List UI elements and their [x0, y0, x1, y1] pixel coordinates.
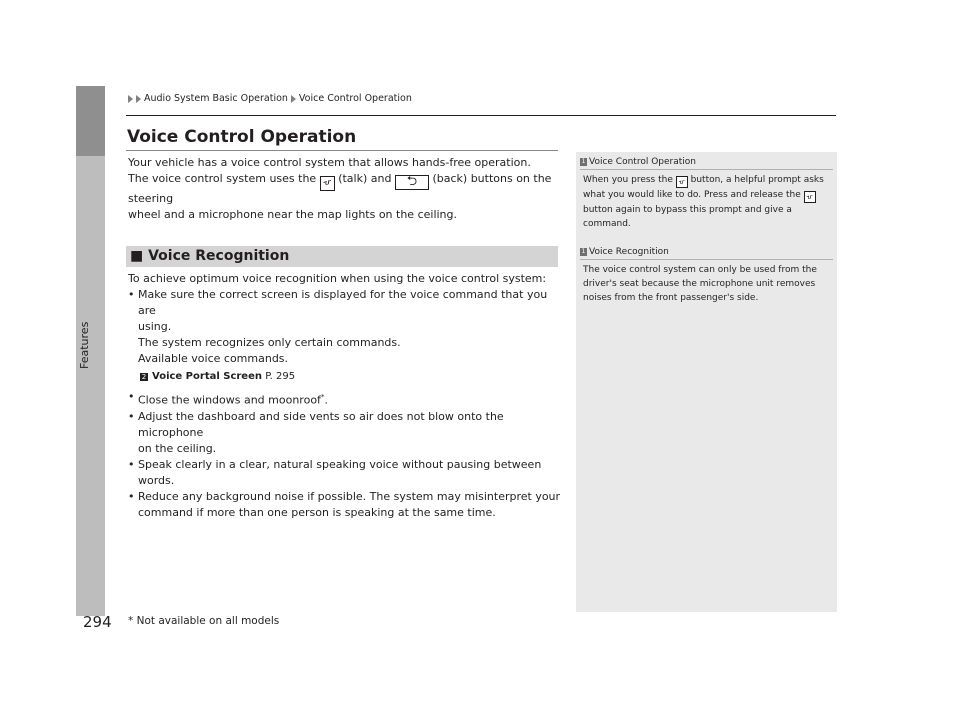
cross-reference[interactable] [140, 369, 568, 385]
note-heading [580, 157, 696, 167]
bullet-text: command if more than one person is speaking at the same time. [138, 505, 496, 519]
intro-text: (talk) and [338, 172, 392, 185]
note-line: command. [583, 219, 631, 229]
bullet-text: Make sure the correct screen is displayed for the voice command that you are [138, 288, 548, 317]
page-number: 294 [83, 613, 112, 631]
breadcrumb-arrow-icon [128, 95, 133, 103]
intro-text: The voice control system uses the [128, 172, 317, 185]
note-text: button, a helpful prompt asks [690, 175, 824, 185]
note-text: what you would like to do. Press and release the [583, 190, 801, 200]
bullet-text: Adjust the dashboard and side vents so air does not blow onto the microphone [138, 409, 504, 439]
intro-line [128, 171, 558, 207]
bullet-text: Speak clearly in a clear, natural speaking voice without pausing between words. [138, 457, 542, 487]
note-line: button again to bypass this prompt and give a [583, 205, 792, 215]
page-title: Voice Control Operation [127, 127, 357, 147]
list-item [128, 457, 568, 489]
section-title: Voice Recognition [148, 248, 290, 264]
bullet-icon: • [128, 489, 135, 503]
xref-arrow-icon: 2 [141, 373, 147, 381]
note-line: noises from the front passenger's side. [583, 293, 759, 303]
list-item [128, 287, 568, 385]
breadcrumb-item[interactable]: Voice Control Operation [298, 93, 412, 104]
bullet-text: Close the windows and moonroof [138, 393, 321, 407]
note-rule [580, 259, 833, 260]
bullet-icon: • [128, 288, 135, 301]
xref-page: P. 295 [265, 371, 296, 382]
bullet-text: on the ceiling. [138, 441, 217, 455]
bullet-text: . [324, 393, 328, 407]
bullet-text: Reduce any background noise if possible. The system may misinterpret your [138, 489, 561, 503]
recognition-intro: To achieve optimum voice recognition when using the voice control system: [128, 272, 547, 285]
intro-line: Your vehicle has a voice control system that allows hands-free operation. [128, 156, 531, 169]
talk-icon: ሇ [320, 176, 335, 191]
note-line: The voice control system can only be used from the [583, 265, 817, 275]
section-marker: ■ [130, 248, 144, 264]
back-icon: ⮌ [395, 175, 429, 190]
intro-paragraph [128, 155, 558, 223]
bullet-icon: • [128, 390, 135, 403]
side-tab-top [76, 86, 105, 156]
note-line: driver's seat because the microphone unit removes [583, 279, 816, 289]
bullet-text: Available voice commands. [138, 352, 289, 365]
breadcrumb-item[interactable]: Audio System Basic Operation [144, 93, 288, 104]
intro-text: (back) buttons on the steering [128, 172, 552, 205]
note-body [583, 173, 831, 231]
bullet-icon: • [128, 457, 135, 471]
list-item [128, 489, 568, 521]
note-rule [580, 169, 833, 170]
title-rule [126, 150, 558, 151]
breadcrumb [128, 93, 412, 104]
bullet-icon: • [128, 409, 135, 423]
note-line [583, 188, 831, 203]
list-item [128, 389, 568, 409]
xref-title: Voice Portal Screen [152, 371, 262, 382]
talk-icon: ሇ [804, 191, 816, 203]
section-heading [130, 248, 289, 264]
note-text: When you press the [583, 175, 673, 185]
bullet-text: The system recognizes only certain commands. [138, 336, 401, 349]
note-heading [580, 247, 669, 257]
talk-icon: ሇ [676, 176, 688, 188]
note-title: Voice Control Operation [589, 157, 696, 167]
note-body [583, 263, 831, 305]
footnote: * Not available on all models [128, 615, 280, 627]
intro-line: wheel and a microphone near the map lights on the ceiling. [128, 208, 458, 221]
breadcrumb-arrow-icon [136, 95, 141, 103]
note-title: Voice Recognition [589, 247, 669, 257]
breadcrumb-arrow-icon [291, 95, 296, 103]
note-marker-icon: 1 [581, 248, 586, 255]
footnote-marker: * [320, 393, 325, 401]
side-tab-label: Features [78, 321, 91, 369]
note-marker-icon: 1 [581, 158, 586, 165]
header-rule [126, 115, 836, 116]
bullet-text: using. [138, 320, 172, 333]
note-line [583, 173, 831, 188]
list-item [128, 409, 568, 457]
bullet-list [128, 287, 568, 521]
